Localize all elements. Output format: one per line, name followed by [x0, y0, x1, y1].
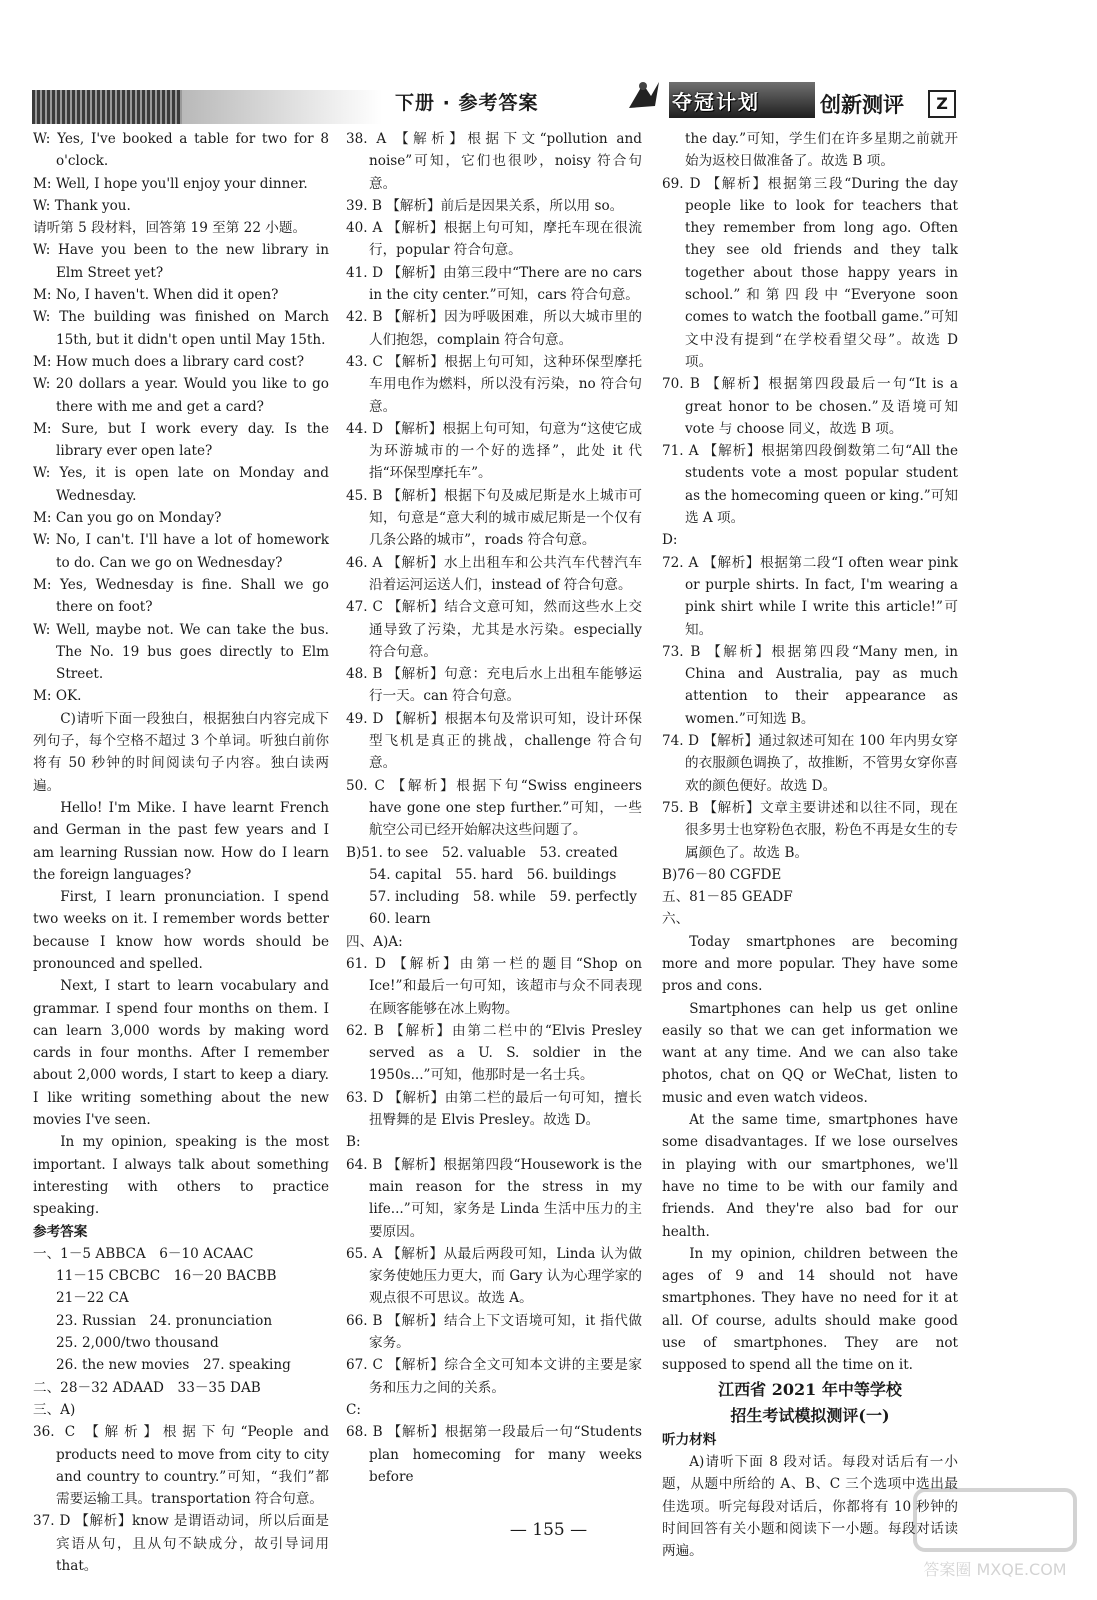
answer-item: 46. A 【解析】水上出租车和公共汽车代替汽车沿着运河运送人们，instead of 符合句意。 [346, 554, 642, 593]
answer-line: 21－22 CA [56, 1290, 129, 1307]
paragraph: Next, I start to learn vocabulary and grammar. I spend four months on them. I can learn 3,000 words by making word cards in four months. After I remember about 2,000 words, I start to keep a diary. I like writing something about the new movies I've seen. [33, 978, 329, 1129]
text-line: 六、 [662, 911, 690, 928]
text-line: D: [662, 532, 678, 549]
answer-item: W: Yes, I've booked a table for two for 8 o'clock. [33, 131, 329, 170]
answer-item: 47. C 【解析】结合文意可知，然而这些水上交通导致了污染，尤其是水污染。especially 符合句意。 [346, 599, 642, 660]
answer-item: M: How much does a library card cost? [33, 353, 305, 370]
answer-item: 67. C 【解析】综合全文可知本文讲的主要是家务和压力之间的关系。 [346, 1357, 642, 1396]
paragraph: C)请听下面一段独白，根据独白内容完成下列句子，每个空格不超过 3 个单词。听独白前你将有 50 秒钟的时间阅读句子内容。独白读两遍。 [33, 710, 329, 794]
paragraph: A)请听下面 8 段对话。每段对话后有一小题，从题中所给的 A、B、C 三个选项中选出最佳选项。听完每段对话后，你都将有 10 秒钟的时间回答有关小题和阅读下一小题。每段对话读两遍。 [662, 1453, 958, 1560]
answer-item: W: Have you been to the new library in Elm Street yet? [33, 242, 329, 281]
answer-item: W: Yes, it is open late on Monday and Wednesday. [33, 465, 329, 504]
answer-item: 69. D 【解析】根据第三段“During the day people like to look for teachers that they remember from long ago. Often they see old friends and they talk together about those happy years in school.”和第四段中“Everyone soon comes to watch the football game.”可知文中没有提到“在学校看望父母”。故选 D 项。 [662, 175, 958, 370]
column-left [33, 128, 329, 1577]
text-line: B: [346, 1134, 361, 1151]
answer-item: 37. D 【解析】know 是谓语动词，所以后面是宾语从句，且从句不缺成分，故引导词用 that。 [33, 1513, 329, 1574]
answer-item: M: Sure, but I work every day. Is the library ever open late? [33, 420, 329, 460]
header-title: 下册 · 参考答案 [395, 92, 539, 114]
answer-item: 38. A 【解析】根据下文“pollution and noise”可知，它们也很吵，noisy 符合句意。 [346, 131, 642, 192]
answer-line: 26. the new movies 27. speaking [56, 1357, 291, 1374]
answer-item: 45. B 【解析】根据下句及威尼斯是水上城市可知，句意是“意大利的城市威尼斯是一个仅有几条公路的城市”，roads 符合句意。 [346, 487, 642, 549]
exam-title: 招生考试模拟测评(一) [730, 1405, 890, 1425]
answer-item: W: No, I can't. I'll have a lot of homework to do. Can we go on Wednesday? [33, 532, 329, 571]
section-heading: 参考答案 [33, 1223, 88, 1240]
answer-item: 63. D 【解析】由第二栏的最后一句可知，擅长扭臀舞的是 Elvis Presley。故选 D。 [346, 1089, 642, 1129]
text-line: B)76－80 CGFDE [662, 866, 782, 883]
text-line: 五、81－85 GEADF [662, 889, 793, 906]
answer-item: M: OK. [33, 688, 82, 705]
answer-item: 36. C 【解析】根据下句“People and products need to move from city to city and country to country.”可知，“我们”都需要运输工具。transportation 符合句意。 [33, 1424, 329, 1508]
answer-item: 72. A 【解析】根据第二段“I often wear pink or purple shirts. In fact, I'm wearing a pink shirt while I write this article!”可知。 [662, 554, 958, 638]
watermark-logo [905, 1480, 1085, 1590]
text-line: B)51. to see 52. valuable 53. created [346, 844, 618, 861]
answer-item: 68. B 【解析】根据第一段最后一句“Students plan homecoming for many weeks before [346, 1424, 642, 1485]
answer-item: 61. D 【解析】由第一栏的题目“Shop on Ice!”和最后一句可知，该超市与众不同表现在顾客能够在冰上购物。 [346, 955, 642, 1017]
paragraph: In my opinion, speaking is the most important. I always talk about something interesting with others to practice speaking. [33, 1134, 329, 1218]
column-middle [346, 128, 642, 1488]
exam-title: 江西省 2021 年中等学校 [718, 1379, 902, 1399]
answer-item: 73. B 【解析】根据第四段“Many men, in China and Australia, pay as much attention to their appearance as women.”可知选 B。 [662, 643, 958, 727]
answer-item: 44. D 【解析】根据上句可知，句意为“这使它成为环游城市的一个好的选择”，此处 it 代指“环保型摩托车”。 [346, 420, 642, 482]
text-line: 四、A)A: [346, 933, 403, 950]
header-brand: 夺冠计划 [672, 90, 760, 114]
header-decor-fade [182, 90, 382, 124]
answer-item: M: Can you go on Monday? [33, 510, 222, 527]
paragraph: In my opinion, children between the ages of 9 and 14 should not have smartphones. They have no need for it at all. Of course, adults should make good use of smartphones. They are not supposed to spend all the time on it. [662, 1245, 958, 1374]
answer-item: M: No, I haven't. When did it open? [33, 287, 279, 304]
answer-item: 65. A 【解析】从最后两段可知，Linda 认为做家务使她压力更大，而 Gary 认为心理学家的观点很不可思议。故选 A。 [346, 1245, 642, 1307]
answer-item: 71. A 【解析】根据第四段倒数第二句“All the students vote a most popular student as the homecoming queen or king.”可知选 A 项。 [662, 443, 958, 527]
page-number: — 155 — [509, 1520, 588, 1540]
page-header [0, 0, 1097, 128]
answer-item: 48. B 【解析】句意：充电后水上出租车能够运行一天。can 符合句意。 [346, 666, 642, 705]
answer-item: 50. C 【解析】根据下句“Swiss engineers have gone one step further.”可知，一些航空公司已经开始解决这些问题了。 [346, 777, 642, 839]
answer-item: 64. B 【解析】根据第四段“Housework is the main reason for the stress in my life...”可知，家务是 Linda 生活中压力的主要原因。 [346, 1156, 642, 1240]
answer-item: 39. B 【解析】前后是因果关系，所以用 so。 [346, 197, 624, 214]
answer-item: 43. C 【解析】根据上句可知，这种环保型摩托车用电作为燃料，所以没有污染，no 符合句意。 [346, 353, 642, 415]
answer-line: 54. capital 55. hard 56. buildings [369, 866, 617, 883]
header-subtitle: 创新测评 [820, 93, 904, 117]
answer-item: W: Well, maybe not. We can take the bus. The No. 19 bus goes directly to Elm Street. [33, 621, 329, 683]
text-line: C: [346, 1401, 361, 1418]
answer-item: 74. D 【解析】通过叙述可知在 100 年内男女穿的衣服颜色调换了，故推断，不管男女穿你喜欢的颜色便好。故选 D。 [662, 733, 958, 794]
answer-line: the day.”可知，学生们在许多星期之前就开始为返校日做准备了。故选 B 项。 [685, 131, 958, 170]
section-heading: 听力材料 [662, 1431, 717, 1448]
answer-line: 60. learn [369, 911, 431, 928]
answer-line: 57. including 58. while 59. perfectly [369, 889, 637, 906]
header-decor-bar [32, 90, 182, 124]
answer-item: 62. B 【解析】由第二栏中的“Elvis Presley served as a U. S. soldier in the 1950s...”可知，他那时是一名士兵。 [346, 1022, 642, 1084]
header-badge: Z [928, 90, 956, 118]
column-right [662, 128, 958, 1562]
text-line: 请听第 5 段材料，回答第 19 至第 22 小题。 [33, 220, 307, 237]
answer-line: 25. 2,000/two thousand [56, 1335, 219, 1352]
text-line: 三、A) [33, 1401, 76, 1418]
answer-item: 41. D 【解析】由第三段中“There are no cars in the city center.”可知，cars 符合句意。 [346, 264, 642, 304]
paragraph: First, I learn pronunciation. I spend two weeks on it. I remember words better because I know how words should be pronounced and spelled. [33, 889, 329, 972]
answer-item: W: The building was finished on March 15th, but it didn't open until May 15th. [33, 309, 329, 348]
answer-item: 75. B 【解析】文章主要讲述和以往不同，现在很多男士也穿粉色衣服，粉色不再是女生的专属颜色了。故选 B。 [662, 799, 958, 861]
answer-item: 49. D 【解析】根据本句及常识可知，设计环保型飞机是真正的挑战，challenge 符合句意。 [346, 710, 642, 772]
text-line: 一、1－5 ABBCA 6－10 ACAAC [33, 1245, 254, 1262]
answer-item: 40. A 【解析】根据上句可知，摩托车现在很流行，popular 符合句意。 [346, 220, 642, 259]
paragraph: Hello! I'm Mike. I have learnt French and German in the past few years and I am learning Russian now. How do I learn the foreign languages? [33, 799, 329, 883]
watermark-text: 答案圈 MXQE.COM [923, 1560, 1067, 1579]
answer-item: 70. B 【解析】根据第四段最后一句“It is a great honor to be chosen.”及语境可知 vote 与 choose 同义，故选 B 项。 [662, 376, 958, 437]
answer-item: W: 20 dollars a year. Would you like to go there with me and get a card? [33, 376, 329, 415]
paragraph: At the same time, smartphones have some disadvantages. If we lose ourselves in playing with our smartphones, we'll have no time to be with our family and friends. And they're also bad for our health. [662, 1112, 958, 1240]
answer-item: M: Yes, Wednesday is fine. Shall we go there on foot? [33, 576, 329, 616]
answer-item: W: Thank you. [33, 197, 131, 214]
answer-line: 11－15 CBCBC 16－20 BACBB [56, 1268, 277, 1285]
text-line: 二、28－32 ADAAD 33－35 DAB [33, 1379, 261, 1396]
answer-item: 66. B 【解析】结合上下文语境可知，it 指代做家务。 [346, 1312, 642, 1352]
paragraph: Today smartphones are becoming more and more popular. They have some pros and cons. [662, 933, 958, 995]
paragraph: Smartphones can help us get online easily so that we can get information we want at any time. And we can also take photos, chat on QQ or WeChat, listen to music and even watch videos. [662, 1000, 958, 1106]
answer-item: M: Well, I hope you'll enjoy your dinner. [33, 175, 308, 192]
answer-line: 23. Russian 24. pronunciation [56, 1312, 273, 1329]
answer-item: 42. B 【解析】因为呼吸困难，所以大城市里的人们抱怨，complain 符合句意。 [346, 309, 642, 348]
